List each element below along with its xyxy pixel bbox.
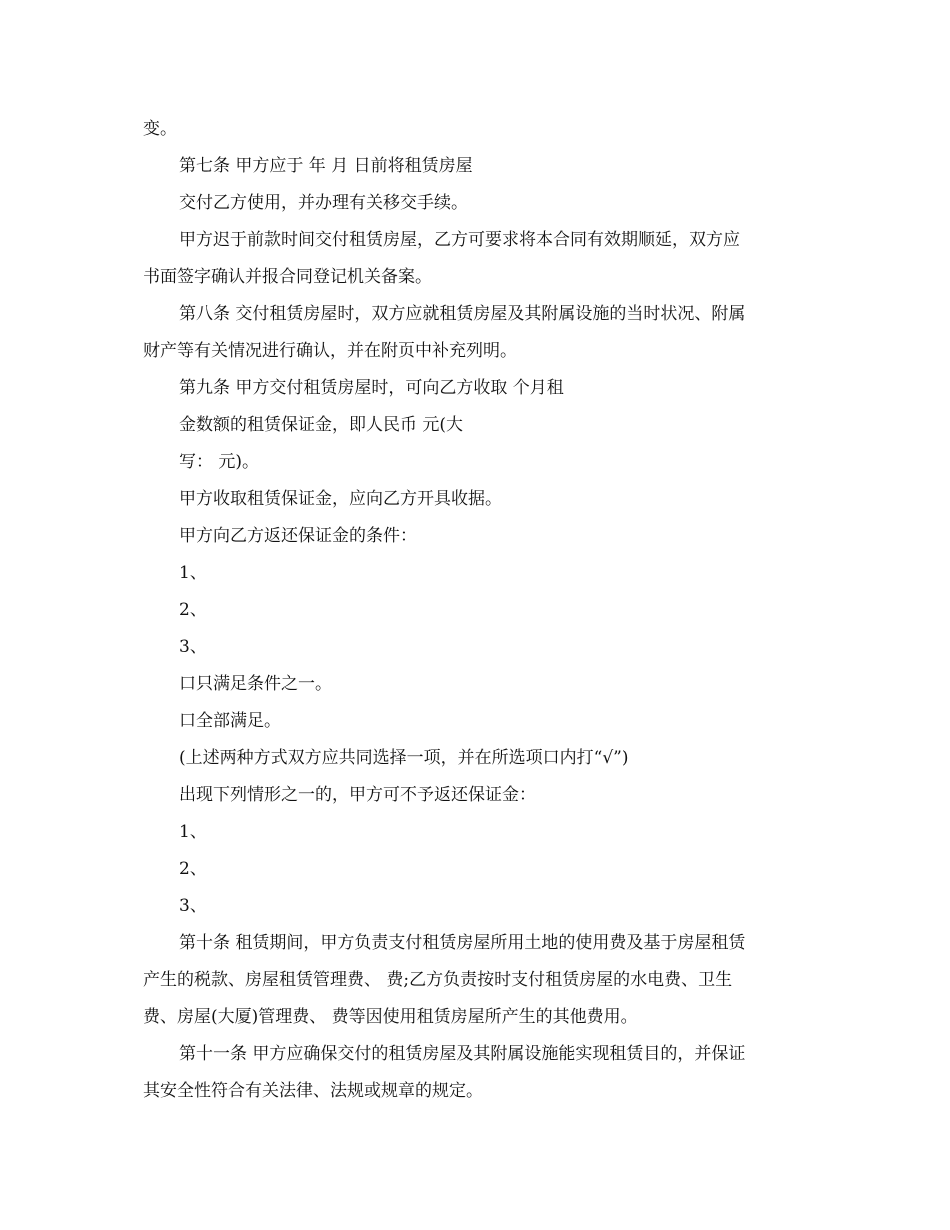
text-line: 财产等有关情况进行确认，并在附页中补充列明。 [143,341,517,361]
list-item: 2、 [179,600,207,620]
text-line: 甲方迟于前款时间交付租赁房屋，乙方可要求将本合同有效期顺延，双方应 [179,230,740,250]
list-item: 3、 [179,896,207,916]
contract-text-block [143,111,813,1110]
list-item: 3、 [179,637,207,657]
text-line: 交付乙方使用，并办理有关移交手续。 [179,193,468,213]
text-line: 书面签字确认并报合同登记机关备案。 [143,267,432,287]
text-line: 产生的税款、房屋租赁管理费、 费;乙方负责按时支付租赁房屋的水电费、卫生 [143,970,733,990]
text-line: 写： 元)。 [179,452,260,472]
list-item: 1、 [179,563,207,583]
text-line: 出现下列情形之一的，甲方可不予返还保证金： [179,785,536,805]
text-line: 第七条 甲方应于 年 月 日前将租赁房屋 [179,156,473,176]
text-line: 其安全性符合有关法律、法规或规章的规定。 [143,1081,483,1101]
text-line: 变。 [143,119,177,139]
text-line: 第十一条 甲方应确保交付的租赁房屋及其附属设施能实现租赁目的，并保证 [179,1044,746,1064]
list-item: 2、 [179,859,207,879]
text-line: 费、房屋(大厦)管理费、 费等因使用租赁房屋所产生的其他费用。 [143,1007,638,1027]
text-line: 甲方收取租赁保证金，应向乙方开具收据。 [179,489,502,509]
checkbox-option-text: 口全部满足。 [179,711,281,731]
text-line: (上述两种方式双方应共同选择一项，并在所选项口内打“√”) [179,748,629,768]
checkbox-option-text: 口只满足条件之一。 [179,674,332,694]
text-line: 甲方向乙方返还保证金的条件： [179,526,417,546]
list-item: 1、 [179,822,207,842]
text-line: 第八条 交付租赁房屋时，双方应就租赁房屋及其附属设施的当时状况、附属 [179,304,746,324]
text-line: 第九条 甲方交付租赁房屋时，可向乙方收取 个月租 [179,378,564,398]
text-line: 第十条 租赁期间，甲方负责支付租赁房屋所用土地的使用费及基于房屋租赁 [179,933,746,953]
text-line: 金数额的租赁保证金，即人民币 元(大 [179,415,464,435]
